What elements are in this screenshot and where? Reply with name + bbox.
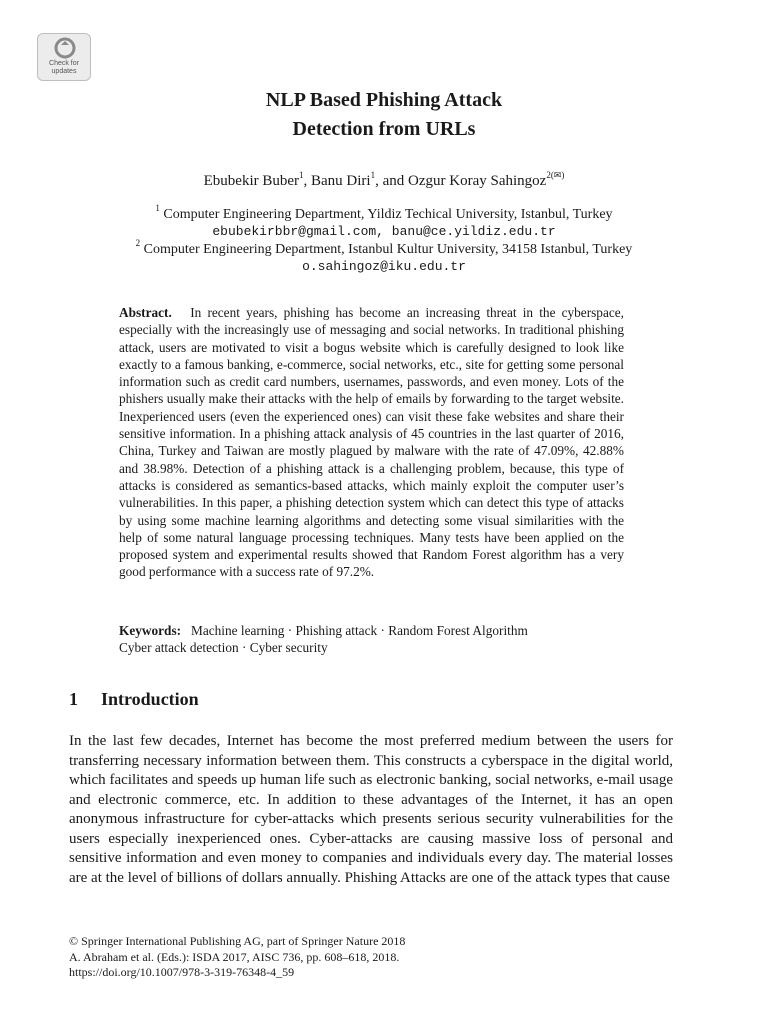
- affiliation-2: $^2$ Computer Engineering Department, Istanbul Kultur University, 34158 Istanbul, Turkey: [135, 238, 633, 257]
- section-heading: [69, 689, 199, 710]
- abstract-text: In recent years, phishing has become an increasing threat in the cyberspace, especially with the increasingly use of messaging and social networks. In traditional phishing attack, users are motivated to visit a bogus website which is carefully designed to look like exactly to a famous banking, e-commerce, social networks, etc., site for getting some personal information such as credit card numbers, usernames, passwords, and even money. Lots of the phishers usually make their attacks with the help of emails by forwarding to the target website. Inexperienced users (even the experienced ones) can visit these fake websites and share their sensitive information. In a phishing attack analysis of 45 countries in the last quarter of 2016, China, Turkey and Taiwan are mostly plagued by malware with the rate of 47.09%, 42.88% and 38.98%. Detection of a phishing attack is a challenging problem, because, this type of attacks is considered as semantics-based attacks, which mainly exploit the computer user’s vulnerabilities. In this paper, a phishing detection system which can detect this type of attacks by using some machine learning algorithms and detecting some visual similarities with the help of some natural language processing techniques. Many tests have been applied on the proposed system and experimental results showed that Random Forest algorithm has a very good performance with a success rate of 97.2%.: [119, 305, 624, 580]
- citation-line: A. Abraham et al. (Eds.): ISDA 2017, AISC 736, pp. 608–618, 2018.: [69, 949, 400, 964]
- abstract: [119, 304, 624, 581]
- check-for-updates-badge[interactable]: [37, 33, 91, 81]
- paper-title-line1: NLP Based Phishing Attack: [265, 89, 503, 111]
- check-updates-icon: [54, 37, 76, 59]
- author-separator: , and: [375, 173, 409, 189]
- author-3-affiliation: 2(✉): [546, 170, 565, 180]
- keywords: [119, 622, 639, 657]
- introduction-paragraph: In the last few decades, Internet has become the most preferred medium between the users for transferring necessary information between them. This constructs a cyberspace in the digital world, which facilitates and speeds up human life such as electronic banking, social networks, e-mail usage and electronic commerce, etc. In addition to these advantages of the Internet, it has an open anonymous infrastructure for cyber-attacks which presents serious security vulnerabilities for the users especially inexperienced ones. Cyber-attacks are causing massive loss of personal and sensitive information and even money to companies and individuals every day. The material losses are at the level of billions of dollars annually. Phishing Attacks are one of the attack types that cause: [69, 733, 673, 886]
- author-2-affiliation: 1: [370, 170, 376, 180]
- affiliation-2-number: 2: [135, 238, 141, 249]
- author-2: Banu Diri: [311, 173, 371, 189]
- section-number: 1: [69, 689, 78, 709]
- author-list: [0, 170, 768, 190]
- paper-title-line2: Detection from URLs: [292, 118, 476, 140]
- badge-label: Check for updates: [49, 60, 79, 75]
- abstract-label: Abstract.: [119, 305, 172, 320]
- author-1-affiliation: 1: [299, 170, 304, 180]
- affiliation-1-number: 1: [155, 203, 160, 214]
- copyright-footer: [69, 934, 405, 981]
- author-3: Ozgur Koray Sahingoz: [408, 173, 547, 189]
- author-1: Ebubekir Buber: [203, 173, 300, 189]
- keywords-label: Keywords:: [119, 623, 182, 638]
- doi-link[interactable]: https://doi.org/10.1007/978-3-319-76348-4_59: [69, 965, 295, 979]
- keywords-line2: Cyber attack detection · Cyber security: [119, 640, 328, 656]
- affiliation-1: $^1$ Computer Engineering Department, Yildiz Techical University, Istanbul, Turkey: [155, 203, 613, 222]
- section-title: Introduction: [101, 689, 199, 709]
- copyright-line: © Springer International Publishing AG, part of Springer Nature 2018: [69, 934, 406, 948]
- affiliation-2-email[interactable]: o.sahingoz@iku.edu.tr: [302, 259, 466, 274]
- author-separator: ,: [303, 173, 312, 189]
- affiliation-1-emails[interactable]: ebubekirbbr@gmail.com, banu@ce.yildiz.edu.tr: [212, 224, 556, 239]
- keywords-line1: Machine learning · Phishing attack · Random Forest Algorithm: [191, 623, 528, 638]
